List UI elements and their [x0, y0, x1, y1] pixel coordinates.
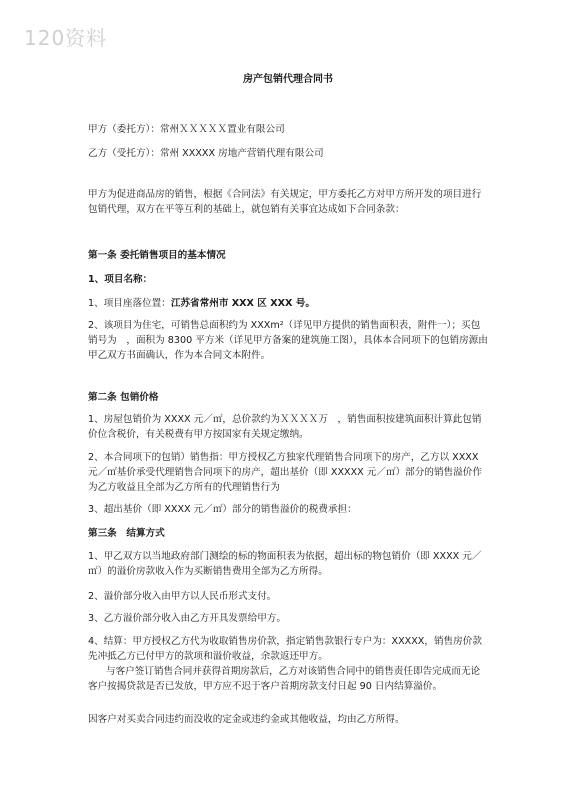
article-2-clause-1: 1、房屋包销价为 XXXX 元／㎡，总价款约为ＸＸＸＸ万 ，销售面积按建筑面积计算此包销价位含税价，有关税费有甲方按国家有关规定缴纳。 [88, 414, 482, 440]
party-a: 甲方（委托方）：常州ＸＸＸＸＸ置业有限公司 [88, 124, 285, 135]
article-3-forfeit-note: 因客户对买卖合同违约而没收的定金或违约金或其他收益，均由乙方所得。 [88, 714, 405, 725]
party-b: 乙方（受托方）：常州 XXXXX 房地产营销代理有限公司 [88, 148, 324, 159]
intro-paragraph: 甲方为促进商品房的销售，根据《合同法》有关规定，甲方委托乙方对甲方所开发的项目进行包销代理，双方在平等互利的基础上，就包销有关事宜达成如下合同条款： [88, 189, 482, 215]
document-title: 房产包销代理合同书 [243, 74, 333, 85]
location-label: 1、项目座落位置： [88, 298, 171, 309]
article-1-clause-2: 2、该项目为住宅，可销售总面积约为 XXXm²（详见甲方提供的销售面积表，附件一）；买包销号为 ，面积为 8300 平方米（详见甲方备案的建筑施工图），具体本合同项下的包销房源由甲乙双方书面确认，作为本合同文本附件。 [88, 320, 488, 361]
location-value: 江苏省常州市 XXX 区 XXX 号。 [170, 298, 315, 309]
article-2-clause-3: 3、超出基价（即 XXXX 元／㎡）部分的销售溢价的税费承担： [88, 504, 357, 515]
article-3-clause-4: 4、结算：甲方授权乙方代为收取销售房价款，指定销售款银行专户为：XXXXX，销售房价款先冲抵乙方已付甲方的款项和溢价收益，余款返还甲方。 [88, 636, 482, 662]
article-2-heading: 第二条 包销价格 [88, 392, 159, 403]
article-3-clause-2: 2、溢价部分收入由甲方以人民币形式支付。 [88, 591, 277, 602]
article-3-settlement-note: 与客户签订销售合同并获得首期房款后，乙方对该销售合同中的销售责任即告完成而无论客户按揭贷款是否已发放，甲方应不迟于客户首期房款支付日起 90 日内结算溢价。 [88, 666, 481, 692]
watermark: 120资料 [24, 26, 108, 50]
article-3-clause-3: 3、乙方溢价部分收入由乙方开具发票给甲方。 [88, 613, 286, 624]
project-name-label: 1、项目名称： [88, 274, 153, 285]
article-3-heading: 第三条 结算方式 [88, 528, 165, 539]
project-location [88, 296, 488, 311]
article-3-clause-1: 1、甲乙双方以当地政府部门测绘的标的物面积表为依据，超出标的物包销价（即 XXXX 元／㎡）的溢价房款收入作为买断销售费用全部为乙方所得。 [88, 551, 482, 577]
article-1-heading: 第一条 委托销售项目的基本情况 [88, 250, 226, 261]
article-2-clause-2: 2、本合同项下的包销）销售指：甲方授权乙方独家代理销售合同项下的房产，乙方以 XXXX 元／㎡基价承受代理销售合同项下的房产，超出基价（即 XXXXX 元／㎡）部分的销售溢价作为乙方收益且全部为乙方所有的代理销售行为 [88, 452, 482, 493]
